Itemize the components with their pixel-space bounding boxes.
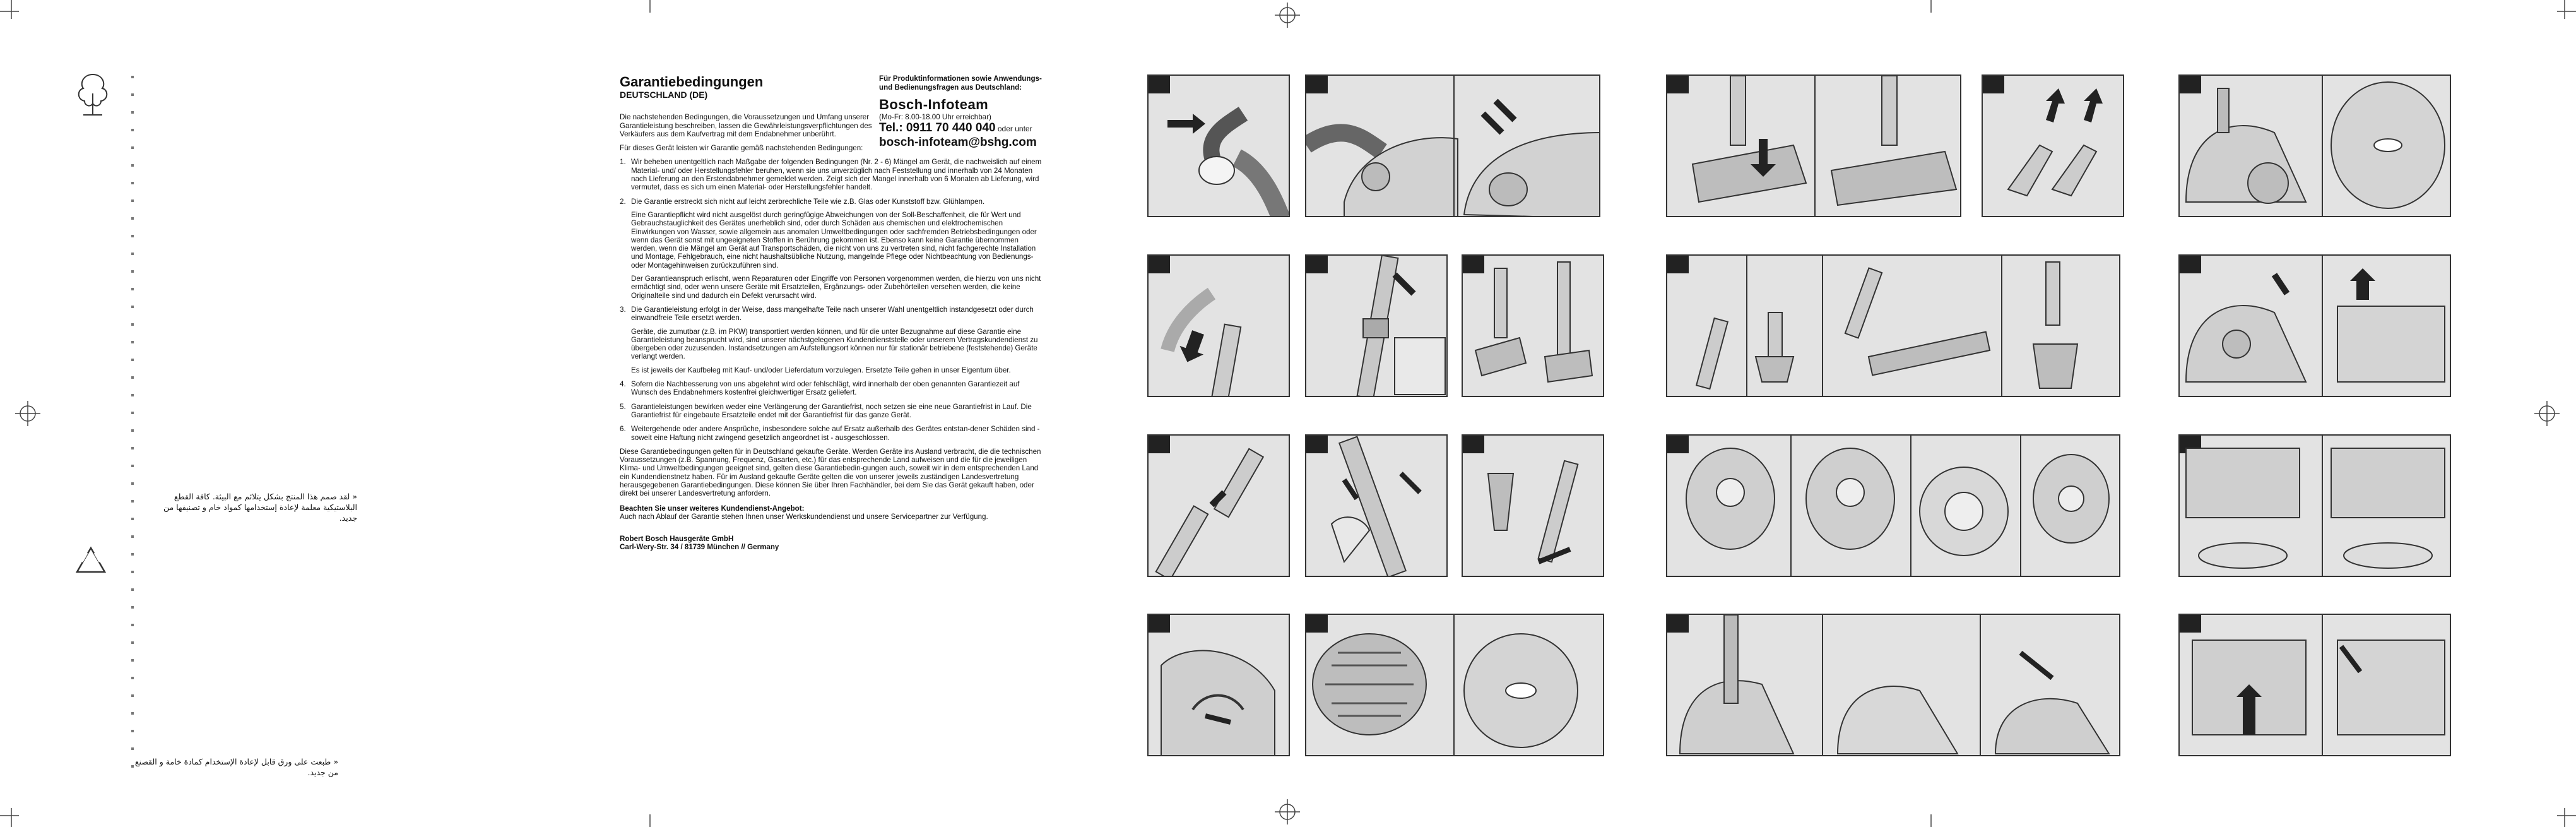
illustration-panel <box>2178 254 2451 397</box>
hand-grip-illustration <box>1149 615 1290 756</box>
upholstery-nozzle-illustration <box>1463 436 1604 577</box>
illustration-panel <box>1147 74 1290 217</box>
intro-paragraph: Die nachstehenden Bedingungen, die Voraussetzungen und Umfang unserer Garantieleistung beschreiben, lassen die Gewährleistungsverpflichtungen des Verkäufers aus dem Kaufvertrag mit dem Endabnehmer unberührt. <box>620 113 872 138</box>
illustration-panel <box>1305 254 1448 397</box>
illustration-panel <box>1462 254 1604 397</box>
company-name: Robert Bosch Hausgeräte GmbH <box>620 535 734 544</box>
recycle-icon <box>73 544 109 576</box>
hose-to-body-illustration <box>1306 76 1600 217</box>
email-link[interactable]: bosch-infoteam@bshg.com <box>879 136 1037 149</box>
tube-adjust-illustration <box>1306 436 1448 577</box>
eco-notice-text: « لقد صمم هذا المنتج بشكل يتلائم مع البيئة. كافة القطع البلاستيكية معلمة لإعادة إستخدامها كمواد خام و تصنيفها من جديد. <box>163 492 357 523</box>
intro-paragraph-2: Für dieses Gerät leisten wir Garantie gemäß nachstehenden Bedingungen: <box>620 144 863 153</box>
illustration-panel <box>2178 74 2451 217</box>
tube-joint-illustration <box>1149 436 1290 577</box>
parking-storage-illustration <box>1667 615 2120 756</box>
service-heading: Beachten Sie unser weiteres Kundendienst-Angebot: <box>620 504 805 513</box>
brand-name: Bosch-Infoteam <box>879 97 989 112</box>
page-title: Garantiebedingungen <box>620 74 764 90</box>
illustration-panel <box>2178 614 2451 756</box>
suction-control-illustration <box>1667 436 2120 577</box>
illustration-panel <box>1666 434 2120 577</box>
dust-bag-change-illustration <box>2180 436 2451 577</box>
registration-mark-right <box>2534 401 2560 426</box>
condition-item: 6. Weitergehende oder andere Ansprüche, insbesondere solche auf Ersatz außerhalb des Gerätes entstan-dener Schäden sind - soweit eine Haftung nicht zwingend gesetzlich angeordnet ist - ausgeschlossen. <box>620 425 1040 442</box>
floor-nozzle-illustration <box>1667 76 1961 217</box>
infoteam-box <box>879 74 1068 150</box>
registration-mark-top-left <box>1275 3 1300 28</box>
hotline-hours: (Mo-Fr: 8.00-18.00 Uhr erreichbar) <box>879 113 991 121</box>
filter-grid-illustration <box>1306 615 1604 756</box>
condition-item: 2. Die Garantie erstreckt sich nicht auf leicht zerbrechliche Teile wie z.B. Glas oder Kunststoff bzw. Glühlampen. Eine Garantiepflicht wird nicht ausgelöst durch geringfügige Abweichungen von der Soll-Beschaffenheit, die für Wert und Gebrauchstauglichkeit des Gerätes unerheblich sind, oder durch Schäden aus chemischen und elektrochemischen Einwirkungen von Wasser, sowie allgemein aus anomalen Umweltbedingungen oder sachfremden Betriebsbedingungen oder wenn das Gerät sonst mit ungeeigneten Stoffen in Berührung gekommen ist. Ebenso kann keine Garantie übernommen werden, wenn die Mängel am Gerät auf Transportschäden, die nicht von uns zu vertreten sind, nicht fachgerechte Installation und Montage, Fehlgebrauch, eine nicht haushaltsübliche Nutzung, mangelnde Pflege oder Nichtbeachtung von Bedienungs- oder Montagehinweisen zurückzuführen sind. Der Garantieanspruch erlischt, wenn Reparaturen oder Eingriffe von Personen vorgenommen werden, die hierzu von uns nicht ermächtigt sind, oder wenn unsere Geräte mit Ersatzteilen, Ergänzungs- oder Zubehörteilen versehen werden, die keine Originalteile sind und dadurch ein Defekt verursacht wird. <box>620 197 1041 300</box>
service-text: Auch nach Ablauf der Garantie stehen Ihnen unser Werkskundendienst und unsere Servicepartner zur Verfügung. <box>620 512 988 521</box>
closing-paragraph: Diese Garantiebedingungen gelten für in Deutschland gekaufte Geräte. Werden Geräte ins Ausland verbracht, die die technischen Voraussetzungen (z.B. Spannung, Frequenz, Gasarten, etc.) für das entsprechende Land aufweisen und die für die jeweiligen Klima- und Umweltbedingungen geeignet sind, gelten diese Garantiebedin-gungen auch, soweit wir in dem entsprechenden Land ein Kundendienstnetz haben. Für im Ausland gekaufte Geräte gelten die von unserer jeweils zuständigen Landesvertretung herausgegebenen Garantiebedingungen. Diese können Sie über Ihren Fachhändler, bei dem Sie das Gerät gekauft haben, oder direkt bei unserer Landesvertretung anfordern. <box>620 447 1041 498</box>
open-lid-illustration <box>2180 76 2451 217</box>
country-subtitle: DEUTSCHLAND (DE) <box>620 90 708 100</box>
illustration-panel <box>1462 434 1604 577</box>
bag-insert-illustration <box>2180 615 2451 756</box>
info-heading-2: und Bedienungsfragen aus Deutschland: <box>879 83 1022 92</box>
telescopic-tube-illustration <box>1149 256 1290 397</box>
company-address: Carl-Wery-Str. 34 / 81739 München // Germany <box>620 543 779 552</box>
condition-item: 1. Wir beheben unentgeltlich nach Maßgabe der folgenden Bedingungen (Nr. 2 - 6) Mängel am Gerät, die nachweislich auf einem Material- und/ oder Herstellungsfehler beruhen, wenn sie uns unverzüglich nach Feststellung und innerhalb von 24 Monaten nach Lieferung an den Erstendabnehmer gemeldet werden. Zeigt sich der Mangel innerhalb von 6 Monaten ab Lieferung, wird vermutet, dass es sich um einen Material- oder Herstellungsfehler handelt. <box>620 158 1042 192</box>
tube-lock-illustration <box>1306 256 1448 397</box>
illustration-panel <box>1666 74 1961 217</box>
condition-item: 5. Garantieleistungen bewirken weder eine Verlängerung der Garantiefrist, noch setzen sie eine neue Garantiefrist in Lauf. Die Garantiefrist für eingebaute Ersatzteile endet mit der Garantiefrist für das ganze Gerät. <box>620 402 1032 419</box>
registration-mark-left <box>15 401 40 426</box>
illustration-panel <box>1305 434 1448 577</box>
hose-connect-illustration <box>1149 76 1290 217</box>
illustration-panel <box>1147 614 1290 756</box>
illustration-panel <box>1305 614 1604 756</box>
cord-rewind-illustration <box>2180 256 2451 397</box>
conditions-list <box>620 158 1043 441</box>
phone-number[interactable]: Tel.: 0911 70 440 040 oder unter <box>879 121 1032 134</box>
condition-item: 4. Sofern die Nachbesserung von uns abgelehnt wird oder fehlschlägt, wird innerhalb der oben genannten Garantiezeit auf Wunsch des Endabnehmers kostenfrei gleichwertiger Ersatz geliefert. <box>620 380 1020 397</box>
illustration-panel <box>2178 434 2451 577</box>
registration-mark-bottom <box>1275 799 1300 824</box>
condition-item: 3. Die Garantieleistung erfolgt in der Weise, dass mangelhafte Teile nach unserer Wahl unentgeltlich instandgesetzt oder durch einwandfreie Teile ersetzt werden. Geräte, die zumutbar (z.B. im PKW) transportiert werden können, und für die unter Bezugnahme auf diese Garantie eine Garantieleistung beansprucht wird, sind unserer nächstgelegenen Kundendienststelle oder unserem Vertragskundendienst zu übergeben oder zuzusenden. Instandsetzungen am Aufstellungsort können nur für stationär betriebene (feststehende) Geräte verlangt werden. Es ist jeweils der Kaufbeleg mit Kauf- und/oder Lieferdatum vorzulegen. Ersetzte Teile gehen in unser Eigentum über. <box>620 305 1038 374</box>
illustration-panel <box>1666 254 2120 397</box>
illustration-panel <box>1982 74 2124 217</box>
recycled-paper-notice: « طبعت على ورق قابل لإعادة الإستخدام كمادة خامة و القصنع من جديد. <box>134 757 338 777</box>
illustration-panel <box>1147 434 1290 577</box>
crevice-tools-illustration <box>1983 76 2124 217</box>
illustration-panel <box>1666 614 2120 756</box>
nozzle-swap-illustration <box>1463 256 1604 397</box>
info-heading: Für Produktinformationen sowie Anwendungs- <box>879 74 1042 83</box>
tree-icon <box>71 68 115 119</box>
illustration-panel <box>1305 74 1600 217</box>
illustration-panel <box>1147 254 1290 397</box>
attachment-set-illustration <box>1667 256 2120 397</box>
